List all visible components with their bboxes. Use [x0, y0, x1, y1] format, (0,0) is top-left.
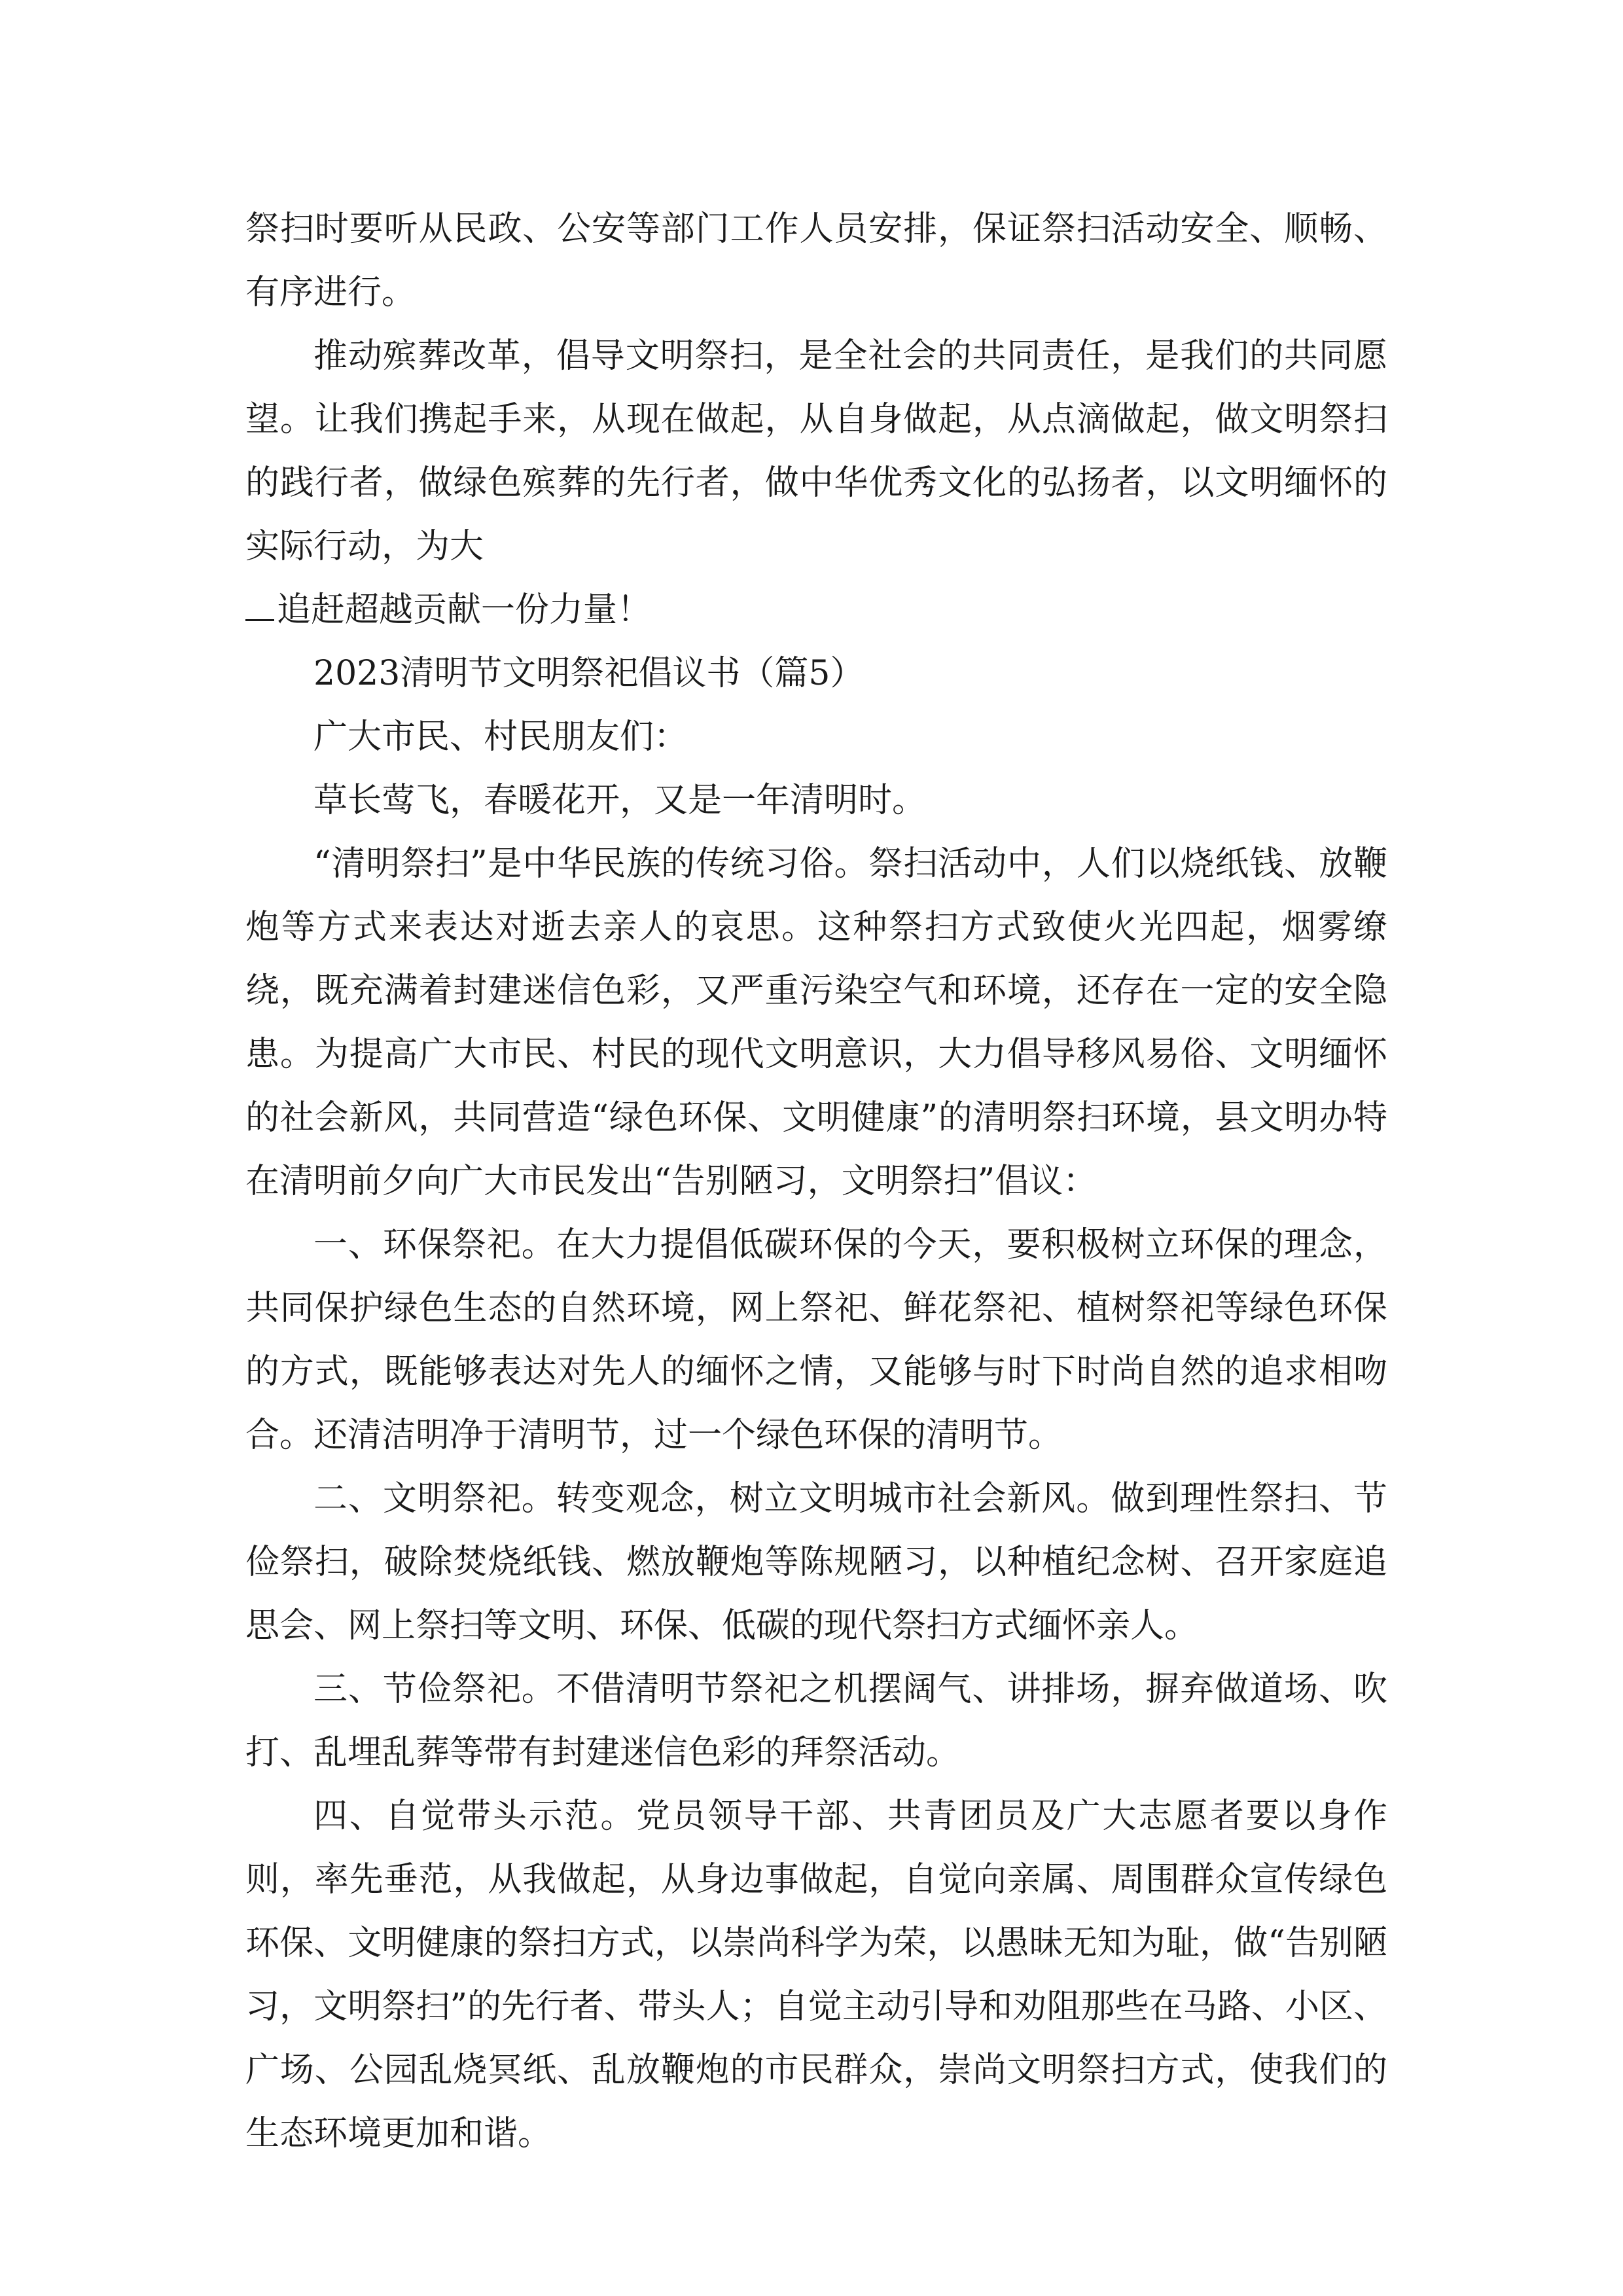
section-title: 2023清明节文明祭祀倡议书（篇5） [313, 654, 865, 693]
paragraph-item-1: 一、环保祭祀。在大力提倡低碳环保的今天，要积极树立环保的理念，共同保护绿色生态的自然环境，网上祭祀、鲜花祭祀、植树祭祀等绿色环保的方式，既能够表达对先人的缅怀之情，又能够与时下时尚自然的追求相吻合。还清洁明净于清明节，过一个绿色环保的清明节。 [245, 1225, 1387, 1455]
paragraph-intro: “清明祭扫”是中华民族的传统习俗。祭扫活动中，人们以烧纸钱、放鞭炮等方式来表达对逝去亲人的哀思。这种祭扫方式致使火光四起，烟雾缭绕，既充满着封建迷信色彩，又严重污染空气和环境，还存在一定的安全隐患。为提高广大市民、村民的现代文明意识，大力倡导移风易俗、文明缅怀的社会新风，共同营造“绿色环保、文明健康”的清明祭扫环境，县文明办特在清明前夕向广大市民发出“告别陋习，文明祭扫”倡议： [245, 844, 1387, 1201]
paragraph-closing-end [245, 579, 1387, 642]
paragraph-continuation: 祭扫时要听从民政、公安等部门工作人员安排，保证祭扫活动安全、顺畅、有序进行。 [245, 209, 1387, 312]
paragraph-closing-appeal: 推动殡葬改革，倡导文明祭扫，是全社会的共同责任，是我们的共同愿望。让我们携起手来，从现在做起，从自身做起，从点滴做起，做文明祭扫的践行者，做绿色殡葬的先行者，做中华优秀文化的弘扬者，以文明缅怀的实际行动，为大 [245, 336, 1387, 566]
paragraph-item-2: 二、文明祭祀。转变观念，树立文明城市社会新风。做到理性祭扫、节俭祭扫，破除焚烧纸钱、燃放鞭炮等陈规陋习，以种植纪念树、召开家庭追思会、网上祭扫等文明、环保、低碳的现代祭扫方式缅怀亲人。 [245, 1479, 1387, 1645]
salutation: 广大市民、村民朋友们： [313, 717, 688, 757]
document-page [245, 198, 1387, 2166]
fill-in-blank [245, 586, 274, 621]
paragraph-item-4: 四、自觉带头示范。党员领导干部、共青团员及广大志愿者要以身作则，率先垂范，从我做起，从身边事做起，自觉向亲属、周围群众宣传绿色环保、文明健康的祭扫方式，以崇尚科学为荣，以愚昧无知为耻，做“告别陋习，文明祭扫”的先行者、带头人；自觉主动引导和劝阻那些在马路、小区、广场、公园乱烧冥纸、乱放鞭炮的市民群众，崇尚文明祭扫方式，使我们的生态环境更加和谐。 [245, 1797, 1387, 2153]
paragraph-opening: 草长莺飞，春暖花开，又是一年清明时。 [313, 781, 927, 820]
closing-end-text: 追赶超越贡献一份力量！ [277, 590, 652, 630]
paragraph-item-3: 三、节俭祭祀。不借清明节祭祀之机摆阔气、讲排场，摒弃做道场、吹打、乱埋乱葬等带有封建迷信色彩的拜祭活动。 [245, 1670, 1387, 1772]
